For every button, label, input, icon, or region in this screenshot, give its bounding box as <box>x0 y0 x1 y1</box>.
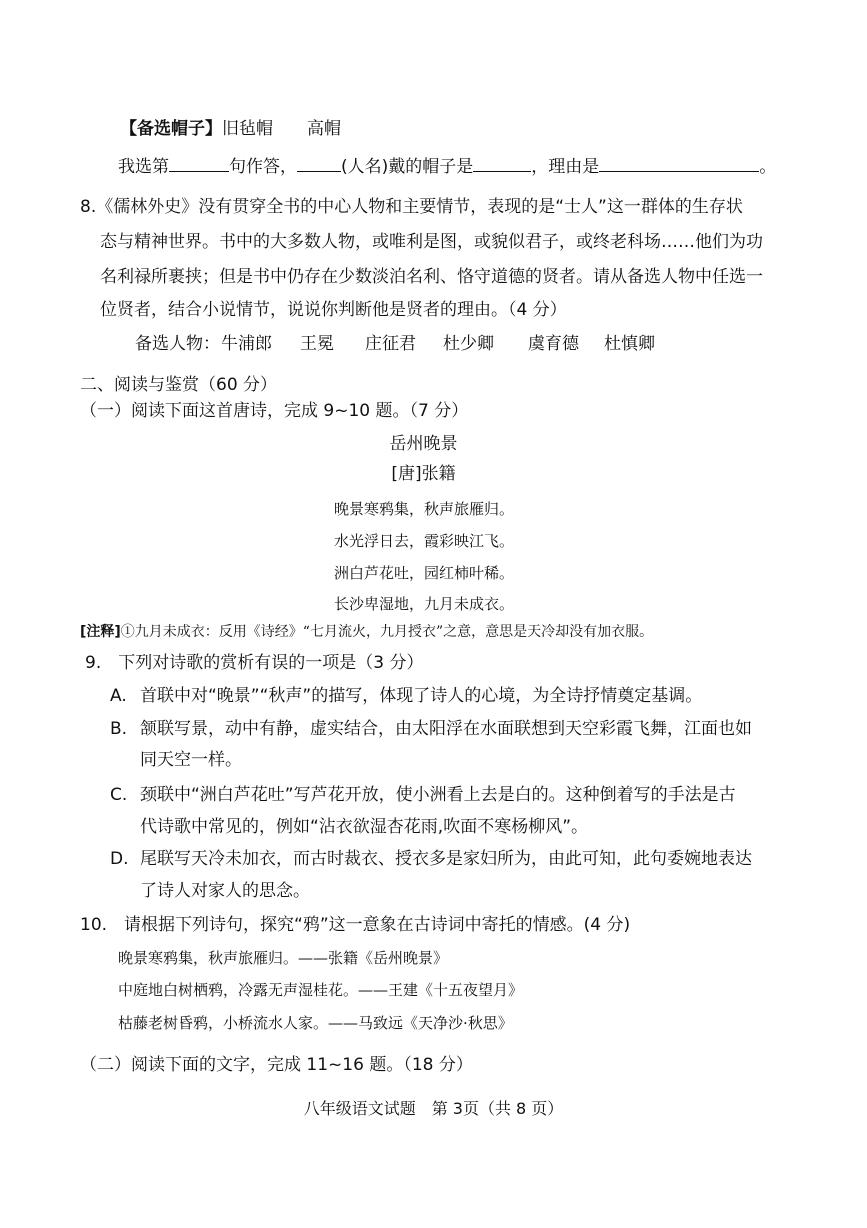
q8-line-4: 位贤者，结合小说情节，说说你判断他是贤者的理由。（4 分） <box>100 300 567 320</box>
option-text: 尾联写天冷未加衣，而古时裁衣、授衣多是家妇所为，由此可知，此句委婉地表达 <box>140 849 752 869</box>
q8-line-3: 名利禄所裹挟；但是书中仍存在少数淡泊名利、恪守道德的贤者。请从备选人物中任选一 <box>100 267 763 287</box>
note-text: ①九月未成衣：反用《诗经》“七月流火，九月授衣”之意，意思是天冷却没有加衣服。 <box>120 624 654 640</box>
fill-line <box>118 155 776 178</box>
option-letter: D. <box>110 849 129 869</box>
q9-stem: 9. 下列对诗歌的赏析有误的一项是（3 分） <box>85 653 424 673</box>
note-label: [注释] <box>80 624 121 640</box>
hat-options-label: 【备选帽子】 <box>120 119 222 139</box>
poem-line-1: 晚景寒鸦集，秋声旅雁归。 <box>334 500 515 518</box>
candidate-name: 杜慎卿 <box>604 334 655 354</box>
option-text: 颈联中“洲白芦花吐”写芦花开放，使小洲看上去是白的。这种倒着写的手法是古 <box>140 785 736 805</box>
section-heading: 二、阅读与鉴赏（60 分） <box>80 375 278 395</box>
part-one-heading: （一）阅读下面这首唐诗，完成 9~10 题。（7 分） <box>80 401 469 421</box>
fill-text-1: 我选第 <box>118 157 169 177</box>
q8-line-2: 态与精神世界。书中的大多数人物，或唯利是图，或貌似君子，或终老科场……他们为功 <box>100 232 763 252</box>
q8-line-1 <box>80 196 743 218</box>
q10-quote-2: 中庭地白树栖鸦，冷露无声湿桂花。——王建《十五夜望月》 <box>118 981 524 999</box>
candidates-label: 备选人物： <box>135 334 220 354</box>
poem-line-3: 洲白芦花吐，园红柿叶稀。 <box>334 564 515 582</box>
q10-quote-3: 枯藤老树昏鸦，小桥流水人家。——马致远《天净沙·秋思》 <box>118 1014 513 1032</box>
q10-stem: 10. 请根据下列诗句，探究“鸦”这一意象在古诗词中寄托的情感。(4 分) <box>80 915 631 935</box>
candidate-name: 庄征君 <box>365 334 416 354</box>
candidate-name: 牛浦郎 <box>221 334 272 354</box>
candidate-name: 杜少卿 <box>443 334 494 354</box>
q8-number: 8. <box>80 197 97 217</box>
q8-text: 《儒林外史》没有贯穿全书的中心人物和主要情节，表现的是“士人”这一群体的生存状 <box>96 197 743 217</box>
q9-option-c-cont: 代诗歌中常见的，例如“沾衣欲湿杏花雨,吹面不寒杨柳风”。 <box>140 817 589 837</box>
q9-option-b <box>110 718 752 740</box>
poem-title: 岳州晚景 <box>389 434 458 454</box>
hat-options-items: 旧毡帽 高帽 <box>222 119 341 139</box>
option-text: 颔联写景，动中有静，虚实结合，由太阳浮在水面联想到天空彩霞飞舞，江面也如 <box>140 719 752 739</box>
option-letter: B. <box>110 719 128 739</box>
blank-sentence-number[interactable] <box>169 155 229 172</box>
option-letter: A. <box>110 686 127 706</box>
q9-option-b-cont: 同天空一样。 <box>140 750 242 770</box>
poem-note <box>80 621 653 643</box>
q9-option-a <box>110 685 703 707</box>
q8-candidates <box>135 333 655 355</box>
fill-text-3: (人名)戴的帽子是 <box>341 157 474 177</box>
fill-text-5: 。 <box>759 157 777 177</box>
blank-person-name[interactable] <box>297 155 341 172</box>
candidate-name: 王冕 <box>300 334 334 354</box>
hat-options <box>120 118 341 140</box>
candidate-name: 虞育德 <box>528 334 579 354</box>
q9-option-d <box>110 848 752 870</box>
poem-author: [唐]张籍 <box>391 464 456 484</box>
poem-line-4: 长沙卑湿地，九月未成衣。 <box>334 595 515 613</box>
page-footer: 八年级语文试题 第 3页（共 8 页） <box>303 1099 564 1118</box>
q9-option-d-cont: 了诗人对家人的思念。 <box>140 881 310 901</box>
q10-quote-1: 晚景寒鸦集，秋声旅雁归。——张籍《岳州晚景》 <box>118 949 449 967</box>
q9-option-c <box>110 784 736 806</box>
option-letter: C. <box>110 785 128 805</box>
fill-text-2: 句作答， <box>229 157 297 177</box>
fill-text-4: ，理由是 <box>531 157 600 177</box>
poem-line-2: 水光浮日去，霞彩映江飞。 <box>334 532 515 550</box>
blank-hat[interactable] <box>473 155 531 172</box>
part-two-heading: （二）阅读下面的文字，完成 11~16 题。（18 分） <box>80 1055 473 1075</box>
blank-reason[interactable] <box>599 155 759 172</box>
option-text: 首联中对“晚景”“秋声”的描写，体现了诗人的心境，为全诗抒情奠定基调。 <box>140 686 703 706</box>
